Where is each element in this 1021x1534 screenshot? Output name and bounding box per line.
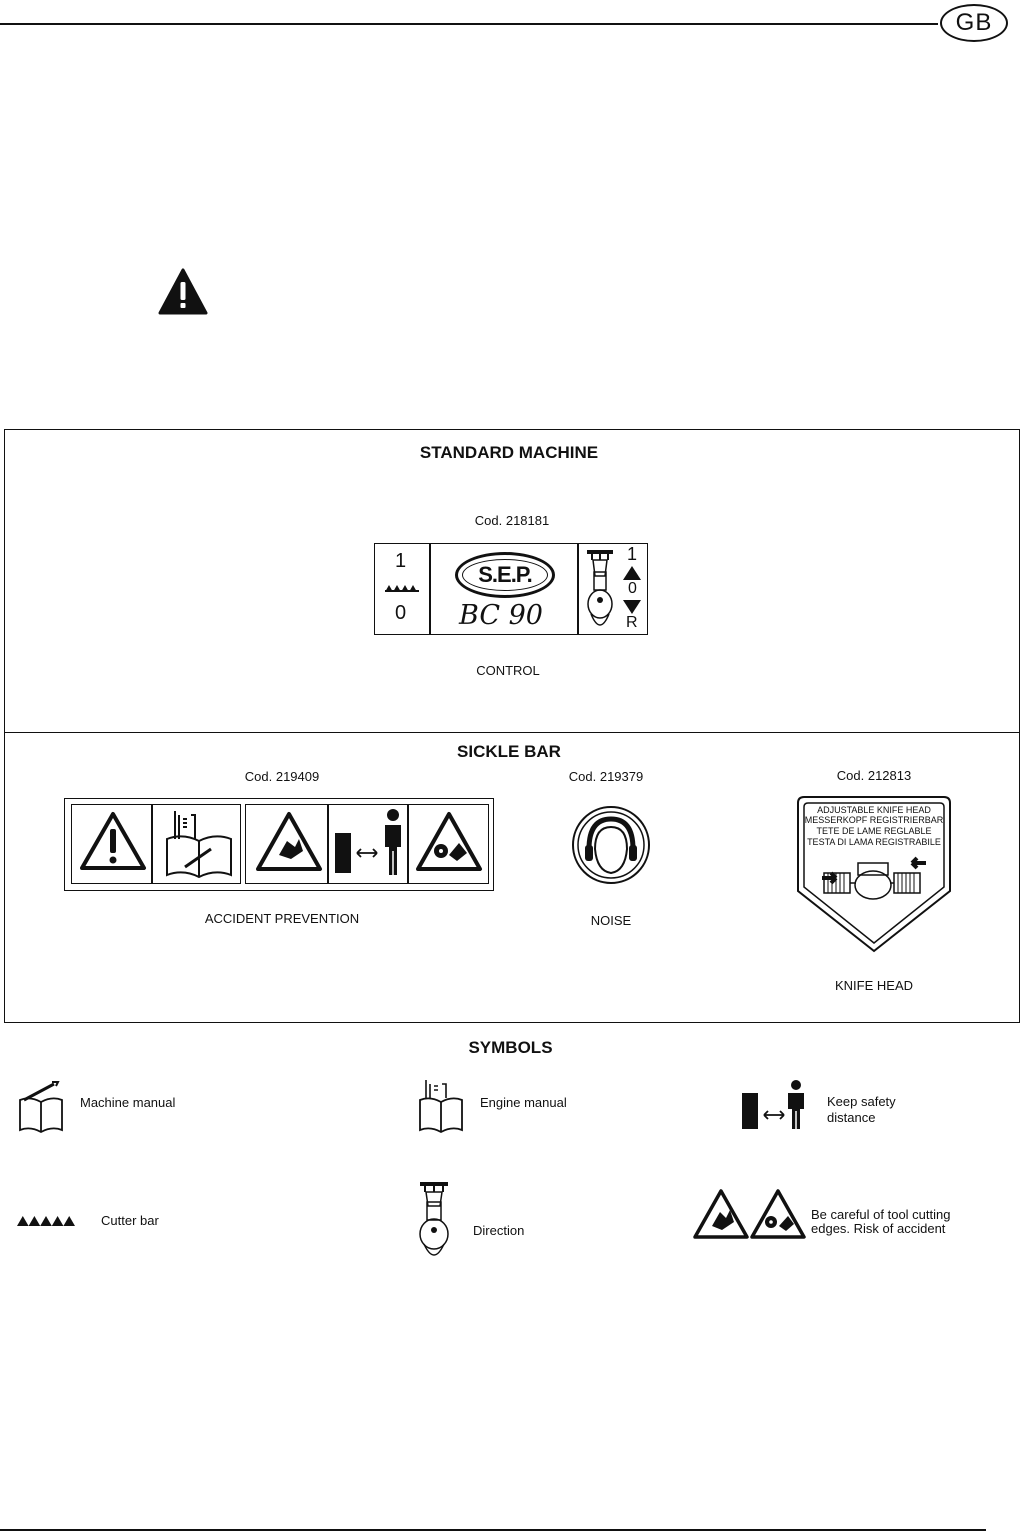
direction-symbol-icon — [416, 1180, 452, 1262]
footer-rule — [0, 1529, 986, 1531]
symbols-title: SYMBOLS — [468, 1038, 553, 1057]
decal-right-r: R — [626, 614, 638, 631]
keep-distance-icon — [335, 807, 405, 879]
decal-left-1: 1 — [395, 550, 407, 572]
header-rule — [0, 23, 938, 25]
control-decal-code: Cod. 218181 — [474, 513, 550, 528]
model-label: BC 90 — [459, 600, 543, 631]
knife-head-line-1: ADJUSTABLE KNIFE HEAD — [817, 805, 931, 815]
engine-manual-symbol-icon — [418, 1080, 464, 1134]
noise-caption: NOISE — [590, 913, 632, 928]
keep-distance-label-2: distance — [827, 1110, 876, 1125]
engine-manual-label: Engine manual — [480, 1095, 567, 1110]
accident-prevention-decal — [64, 798, 494, 891]
knife-head-caption: KNIFE HEAD — [834, 978, 913, 993]
cutter-bar-symbol-icon — [17, 1214, 75, 1226]
standard-machine-title: STANDARD MACHINE — [419, 443, 599, 462]
direction-icon — [585, 548, 615, 632]
arrow-up-icon — [623, 566, 641, 580]
cutting-hazard-icons — [694, 1188, 806, 1240]
control-caption: CONTROL — [476, 663, 540, 678]
knife-head-line-2: MESSERKOPF REGISTRIERBAR — [804, 815, 944, 825]
machine-manual-label: Machine manual — [80, 1095, 176, 1110]
careful-label-2: edges. Risk of accident — [811, 1221, 946, 1236]
careful-label-1: Be careful of tool cutting — [811, 1207, 951, 1222]
keep-safety-distance-icon — [742, 1079, 808, 1131]
sickle-bar-title: SICKLE BAR — [457, 742, 561, 761]
ear-protection-icon — [571, 805, 651, 885]
machine-manual-icon — [18, 1080, 64, 1134]
arrow-down-icon — [623, 600, 641, 614]
decal-right-0: 0 — [628, 580, 637, 597]
knife-head-line-4: TESTA DI LAMA REGISTRABILE — [807, 837, 941, 847]
control-decal — [374, 543, 648, 635]
accident-code: Cod. 219409 — [244, 769, 320, 784]
decal-right-1: 1 — [627, 544, 638, 564]
direction-label: Direction — [473, 1223, 525, 1238]
cutter-bar-icon — [385, 582, 419, 592]
knife-head-line-3: TETE DE LAME REGLABLE — [816, 826, 932, 836]
sep-brand: S.E.P. — [478, 562, 532, 587]
hand-cut-warning-icon — [255, 811, 323, 873]
knife-head-code: Cod. 212813 — [836, 768, 912, 783]
language-badge: GB — [940, 4, 1008, 42]
cutter-bar-label: Cutter bar — [101, 1213, 159, 1228]
sep-logo — [455, 552, 555, 598]
warning-icon — [158, 268, 208, 316]
cutting-edge-warning-icon — [415, 811, 483, 873]
decal-left-0: 0 — [395, 602, 407, 624]
engine-manual-icon — [165, 809, 233, 879]
exclamation-triangle-icon — [79, 811, 147, 871]
keep-distance-label-1: Keep safety — [827, 1094, 896, 1109]
noise-code: Cod. 219379 — [568, 769, 644, 784]
accident-caption: ACCIDENT PREVENTION — [204, 911, 360, 926]
